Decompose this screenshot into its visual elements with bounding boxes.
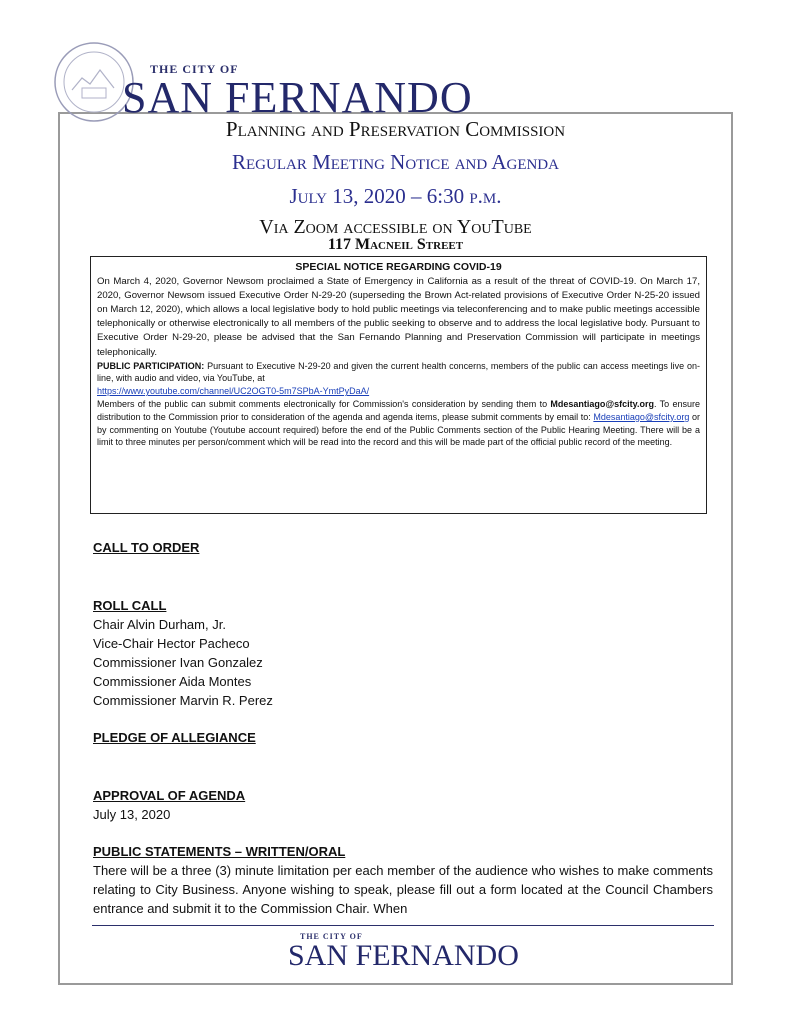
notice-paragraph: On March 4, 2020, Governor Newsom proclaimed a State of Emergency in California as a result of the threat of COVID-19. On March 17, 2020, Governor Newsom issued Executive Order N-29-20 (superseding the Brown Act-related provisions of Executive Order N-25-20 issued on March 12, 2020), which allows a local legislative body to hold public meetings via teleconferencing and to make public meetings accessible telephonically or otherwise electronically to all members of the public seeking to observe and to address the local legislative body. Pursuant to Executive Order N-29-20, please be advised that the San Fernando Planning and Preservation Commission will participate in meetings telephonically.	[97, 276, 700, 358]
covid-notice-box	[90, 256, 707, 514]
youtube-channel-link[interactable]: https://www.youtube.com/channel/UC2OGT0-5m7SPbA-YmtPyDaA/	[97, 386, 370, 397]
comments-text-1: Members of the public can submit comments electronically for Commission's consideration by sending them to	[97, 399, 551, 410]
member-item: Vice-Chair Hector Pacheco	[93, 636, 250, 651]
comments-text-2: . To ensure distribution to the Commission prior to consideration of the agenda and agenda items, please submit comments by email to:	[97, 399, 700, 422]
logo-the-city-of: THE CITY OF	[150, 62, 239, 76]
comments-text-3: or by commenting on Youtube (Youtube account required) before the end of the Public Comments section of the Public Hearing Meeting. There will be a limit to three minutes per person/comment which will be read into the record and this will be made part of the official public record of the meeting.	[97, 411, 700, 448]
public-statements-heading: PUBLIC STATEMENTS – WRITTEN/ORAL	[93, 844, 346, 859]
pledge-section	[93, 728, 713, 747]
approval-heading: APPROVAL OF AGENDA	[93, 788, 246, 803]
meeting-address: 117 Macneil Street	[327, 236, 464, 253]
public-statements-text: There will be a three (3) minute limitation per each member of the audience who wishes to make comments relating to City Business. Anyone wishing to speak, please fill out a form located at the Council Chambers entrance and submit it to the Commission Chair. When	[93, 863, 713, 916]
member-item: Commissioner Ivan Gonzalez	[93, 655, 263, 670]
footer-logo-the-city-of: THE CITY OF	[300, 932, 363, 941]
meeting-date-time: July 13, 2020 – 6:30 p.m.	[289, 184, 502, 208]
public-participation-paragraph	[97, 360, 700, 398]
footer-city-logo	[288, 928, 519, 978]
public-participation-text: Pursuant to Executive N-29-20 and given the current health concerns, members of the public can access meetings live on-line, with audio and video, via YouTube, at	[97, 360, 700, 384]
member-item: Chair Alvin Durham, Jr.	[93, 617, 226, 632]
notice-title: SPECIAL NOTICE REGARDING COVID-19	[295, 261, 502, 273]
email-bold: Mdesantiago@sfcity.org	[550, 399, 655, 410]
logo-wordmark: SAN FERNANDO	[122, 73, 473, 122]
call-to-order-label: CALL TO ORDER	[93, 540, 200, 555]
email-link[interactable]: Mdesantiago@sfcity.org	[593, 411, 690, 422]
comments-paragraph	[97, 398, 700, 449]
approval-date: July 13, 2020	[93, 807, 171, 822]
public-statements-section	[93, 842, 713, 918]
meeting-venue: Via Zoom accessible on YouTube	[259, 216, 532, 238]
member-item: Commissioner Marvin R. Perez	[93, 693, 273, 708]
commission-title: Planning and Preservation Commission	[225, 117, 566, 141]
member-item: Commissioner Aida Montes	[93, 674, 252, 689]
pledge-heading: PLEDGE OF ALLEGIANCE	[93, 730, 256, 745]
footer-divider	[92, 925, 714, 926]
meeting-type-title: Regular Meeting Notice and Agenda	[232, 150, 559, 174]
roll-call-section	[93, 596, 713, 710]
public-participation-label: PUBLIC PARTICIPATION:	[97, 360, 205, 371]
footer-logo-wordmark: SAN FERNANDO	[288, 939, 519, 972]
approval-section	[93, 786, 713, 824]
roll-call-heading: ROLL CALL	[93, 598, 167, 613]
call-to-order-heading	[93, 538, 713, 557]
